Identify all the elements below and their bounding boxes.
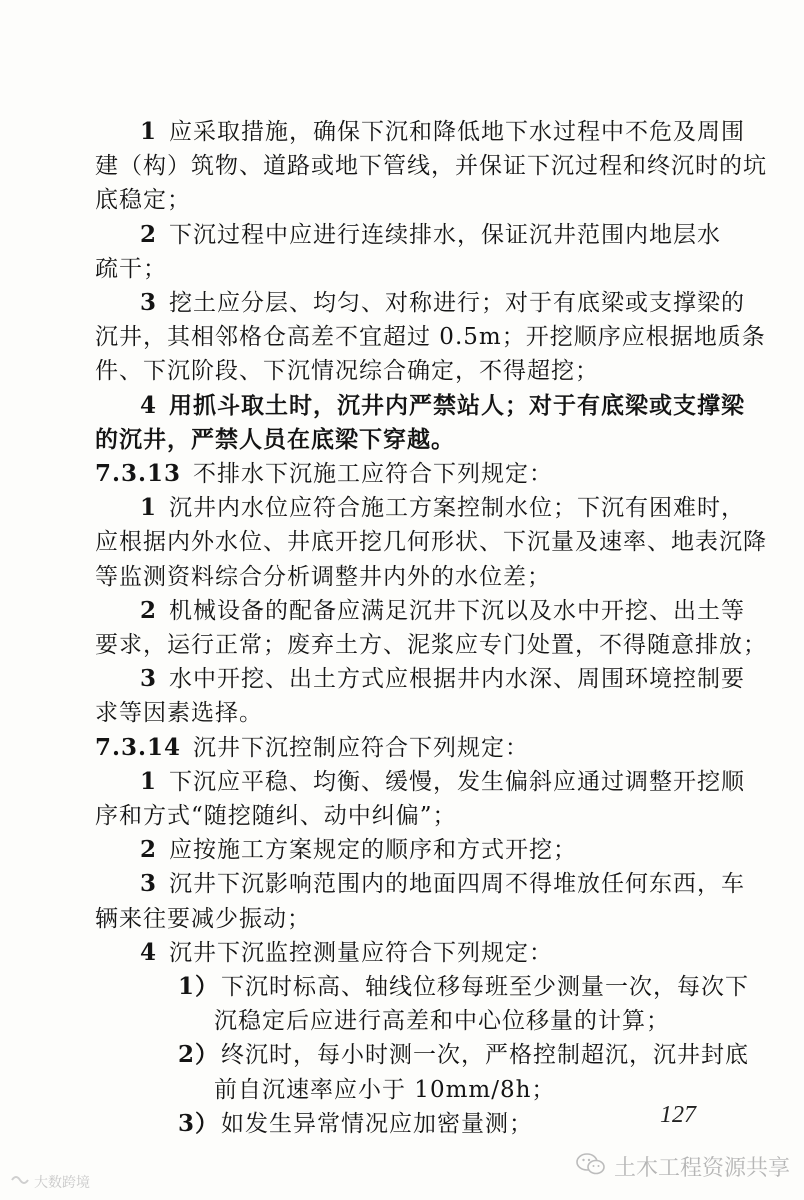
line-text: 应根据内外水位、井底开挖几何形状、下沉量及速率、地表沉降 [95, 529, 767, 556]
numbered-line [95, 458, 553, 490]
line-text: 等监测资料综合分析调整井内外的水位差； [95, 563, 551, 590]
clause-number: 2 [140, 596, 158, 624]
text-line [95, 697, 263, 729]
clause-number: 7.3.13 [95, 460, 182, 487]
numbered-line [140, 116, 745, 148]
numbered-line [140, 287, 745, 319]
line-text: 辆来往要减少振动； [95, 905, 311, 932]
line-text: 下沉时标高、轴线位移每班至少测量一次，每次下 [221, 974, 750, 1000]
numbered-line [140, 390, 745, 422]
line-text: 底稳定； [95, 187, 191, 214]
text-line [95, 321, 766, 353]
line-text: 的沉井，严禁人员在底梁下穿越。 [95, 425, 455, 453]
line-text: 用抓斗取土时，沉井内严禁站人；对于有底梁或支撑梁 [169, 391, 746, 419]
watermark-right [576, 1151, 790, 1182]
clause-number: 2） [178, 1041, 220, 1069]
text-line [95, 561, 551, 593]
clause-number: 1） [178, 973, 220, 1000]
numbered-line [95, 732, 529, 764]
line-text: 应按施工方案规定的顺序和方式开挖； [169, 837, 578, 864]
text-line [95, 150, 767, 182]
clause-number: 7.3.14 [95, 733, 182, 761]
line-text: 沉井下沉影响范围内的地面四周不得堆放任何东西，车 [169, 871, 746, 898]
text-line [95, 424, 455, 456]
text-line [95, 903, 311, 935]
text-line [214, 1074, 555, 1106]
clause-number: 4 [140, 938, 158, 966]
numbered-line [140, 834, 577, 866]
line-text: 下沉过程中应进行连续排水，保证沉井范围内地层水 [169, 221, 722, 248]
clause-number: 3 [140, 665, 158, 693]
line-text: 件、下沉阶段、下沉情况综合确定，不得超挖； [95, 358, 599, 385]
clause-number: 2 [140, 836, 158, 864]
line-text: 求等因素选择。 [95, 700, 263, 727]
line-text: 沉井下沉监控测量应符合下列规定： [169, 939, 554, 966]
wechat-icon [576, 1153, 606, 1181]
line-text: 建（构）筑物、道路或地下管线，并保证下沉过程和终沉时的坑 [95, 153, 767, 180]
line-text: 序和方式“随挖随纠、动中纠偏”； [95, 803, 457, 829]
line-text: 沉井，其相邻格仓高差不宜超过 0.5m；开挖顺序应根据地质条 [95, 324, 766, 351]
line-text: 前自沉速率应小于 10mm/8h； [214, 1076, 556, 1103]
line-text: 机械设备的配备应满足沉井下沉以及水中开挖、出土等 [169, 597, 746, 624]
text-line [95, 526, 767, 558]
line-text: 下沉应平稳、均衡、缓慢，发生偏斜应通过调整开挖顺 [169, 768, 746, 795]
clause-number: 1 [140, 494, 158, 522]
clause-number: 2 [140, 220, 158, 248]
numbered-line [178, 1108, 533, 1140]
clause-number: 1 [140, 767, 158, 795]
line-text: 沉稳定后应进行高差和中心位移量的计算； [214, 1008, 670, 1035]
clause-number: 3） [178, 1109, 220, 1137]
numbered-line [178, 971, 749, 1003]
line-text: 终沉时，每小时测一次，严格控制超沉，沉井封底 [221, 1042, 750, 1069]
line-text: 不排水下沉施工应符合下列规定： [193, 461, 554, 487]
line-text: 水中开挖、出土方式应根据井内水深、周围环境控制要 [169, 666, 746, 693]
numbered-line [140, 492, 745, 524]
line-text: 沉井下沉控制应符合下列规定： [193, 734, 530, 761]
line-text: 疏干； [95, 255, 167, 282]
text-line [95, 629, 767, 661]
watermark-right-text: 土木工程资源共享 [613, 1156, 790, 1181]
text-line [95, 184, 191, 216]
line-text: 要求，运行正常；废弃土方、泥浆应专门处置，不得随意排放； [95, 632, 767, 658]
numbered-line [178, 1039, 749, 1071]
text-line [95, 355, 599, 387]
text-line [214, 1005, 670, 1037]
page-number: 127 [660, 1102, 696, 1128]
clause-number: 1 [140, 118, 158, 145]
numbered-line [140, 868, 745, 900]
line-text: 如发生异常情况应加密量测； [221, 1110, 534, 1137]
text-line [95, 800, 457, 832]
watermark-logo-icon [10, 1173, 30, 1191]
numbered-line [140, 219, 721, 251]
clause-number: 3 [140, 289, 158, 316]
watermark-left [10, 1172, 90, 1192]
line-text: 挖土应分层、均匀、对称进行；对于有底梁或支撑梁的 [169, 290, 746, 316]
line-text: 应采取措施，确保下沉和降低地下水过程中不危及周围 [169, 119, 746, 145]
watermark-left-text: 大数跨境 [34, 1175, 90, 1191]
clause-number: 4 [140, 391, 158, 419]
line-text: 沉井内水位应符合施工方案控制水位；下沉有困难时， [169, 495, 746, 522]
numbered-line [140, 766, 745, 798]
numbered-line [140, 937, 553, 969]
clause-number: 3 [140, 870, 158, 898]
numbered-line [140, 663, 745, 695]
numbered-line [140, 595, 745, 627]
text-line [95, 253, 167, 285]
